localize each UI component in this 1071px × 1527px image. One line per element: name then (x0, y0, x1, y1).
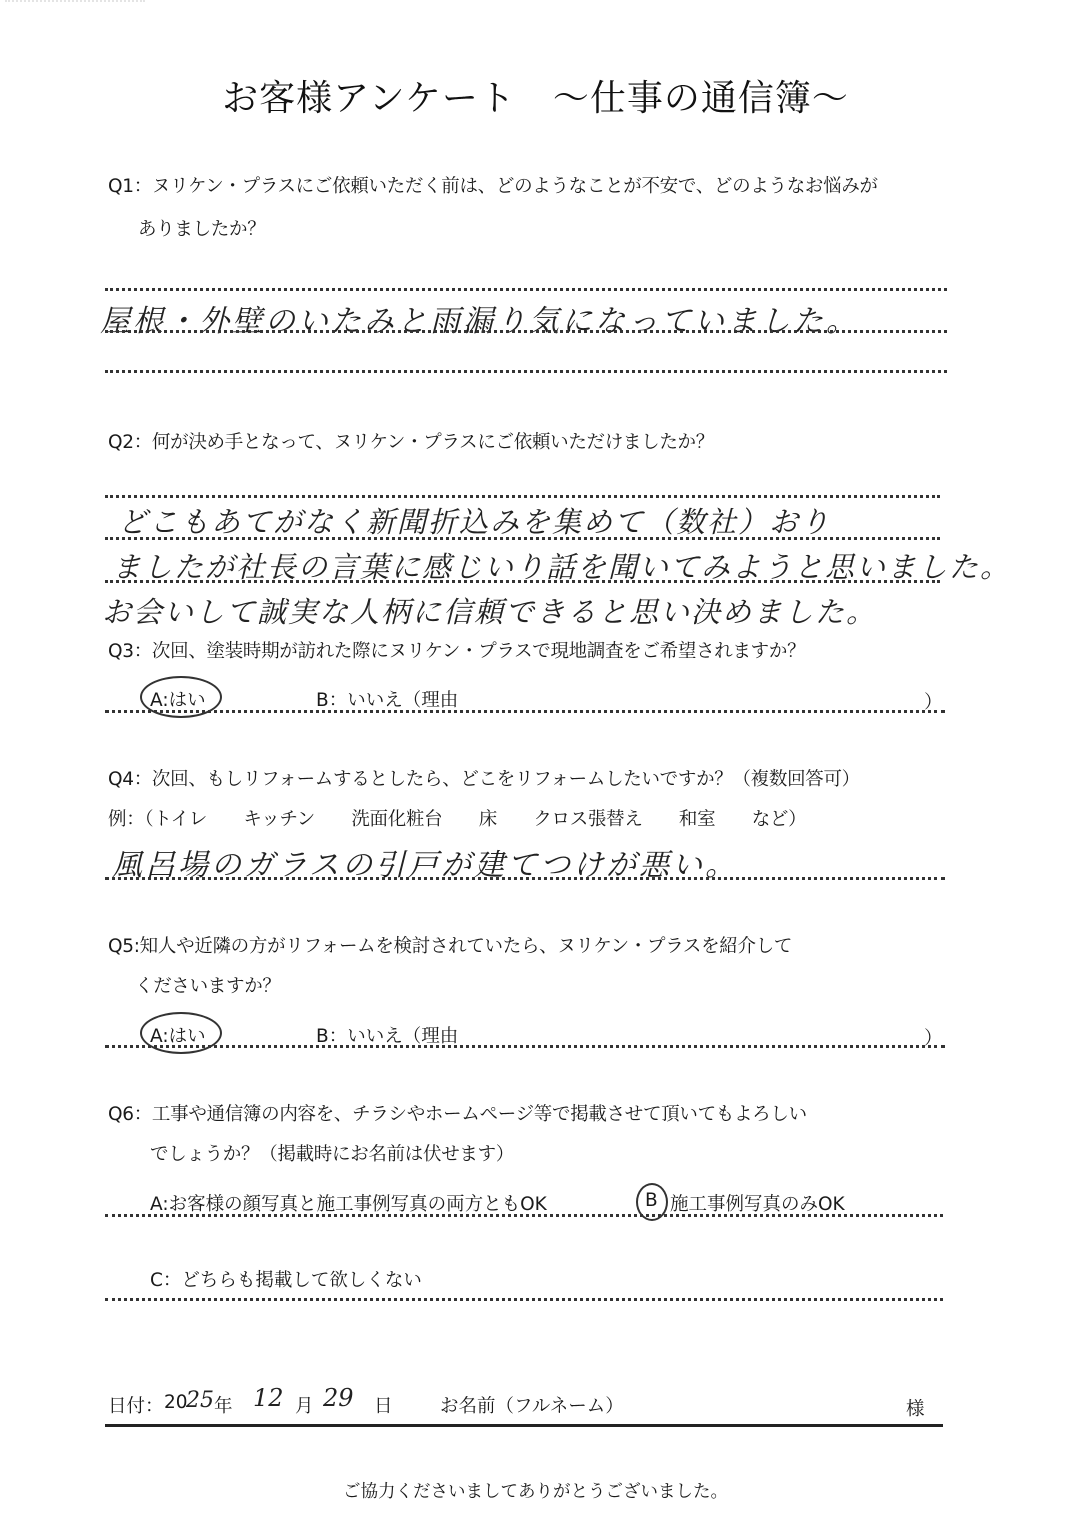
answer-line (105, 1045, 945, 1048)
q5-question-line1: Q5:知人や近隣の方がリフォームを検討されていたら、ヌリケン・プラスを紹介して (108, 936, 793, 957)
year-prefix: 20 (164, 1392, 188, 1413)
q3-option-a[interactable]: A:はい (150, 690, 206, 711)
q2-answer-line3[interactable]: お会いして誠実な人柄に信頼できると思い決めました。 (102, 595, 878, 629)
answer-line (105, 1214, 943, 1217)
q3-close-paren: ） (924, 692, 943, 713)
answer-line (105, 495, 940, 498)
name-label: お名前（フルネーム） (440, 1396, 624, 1417)
q2-answer-line2[interactable]: ましたが社長の言葉に感じいり話を聞いてみようと思いました。 (112, 550, 1012, 584)
date-label: 日付： (108, 1396, 164, 1417)
month-suffix: 月 (295, 1396, 314, 1417)
q2-question: Q2：何が決め手となって、ヌリケン・プラスにご依頼いただけましたか？ (108, 432, 714, 453)
q6-question-line1: Q6：工事や通信簿の内容を、チラシやホームページ等で掲載させて頂いてもよろしい (108, 1104, 807, 1125)
q4-answer[interactable]: 風呂場のガラスの引戸が建てつけが悪い。 (112, 848, 739, 883)
honorific: 様 (906, 1399, 925, 1420)
answer-line (105, 288, 947, 291)
q5-question-line2: くださいますか？ (135, 976, 281, 997)
q3-question: Q3：次回、塗装時期が訪れた際にヌリケン・プラスで現地調査をご希望されますか？ (108, 641, 806, 662)
q1-answer[interactable]: 屋根・外壁のいたみと雨漏り気になっていました。 (100, 304, 859, 339)
answer-line (105, 330, 947, 333)
q5-option-b[interactable]: B：いいえ（理由 (316, 1026, 459, 1047)
q6-option-b[interactable]: 施工事例写真のみOK (670, 1194, 845, 1215)
q6-option-c[interactable]: C：どちらも掲載して欲しくない (150, 1270, 422, 1291)
q6-option-a[interactable]: A:お客様の顔写真と施工事例写真の両方ともOK (150, 1194, 547, 1215)
day-suffix: 日 (374, 1396, 393, 1417)
q1-question-line1: Q1：ヌリケン・プラスにご依頼いただく前は、どのようなことが不安で、どのようなお悩みが (108, 176, 878, 197)
q5-option-a[interactable]: A:はい (150, 1026, 206, 1047)
q1-question-line2: ありましたか？ (138, 219, 266, 240)
q6-option-b-letter[interactable]: B (645, 1190, 658, 1211)
page-title: お客様アンケート ～仕事の通信簿～ (222, 78, 849, 119)
signature-line (105, 1424, 943, 1427)
answer-line (105, 877, 945, 880)
year-suffix: 年 (214, 1396, 233, 1417)
year-handwritten[interactable]: 25 (186, 1388, 214, 1413)
day-handwritten[interactable]: 29 (323, 1384, 354, 1412)
answer-line (105, 370, 947, 373)
answer-line (105, 710, 945, 713)
q2-answer-line1[interactable]: どこもあてがなく新聞折込みを集めて（数社）おり (118, 505, 832, 539)
answer-line (105, 580, 940, 583)
month-handwritten[interactable]: 12 (253, 1384, 284, 1412)
q4-question: Q4：次回、もしリフォームするとしたら、どこをリフォームしたいですか？（複数回答可） (108, 769, 860, 790)
scan-artifact (5, 0, 145, 8)
q6-question-line2: でしょうか？（掲載時にお名前は伏せます） (150, 1144, 515, 1165)
q4-examples: 例：（トイレ キッチン 洗面化粧台 床 クロス張替え 和室 など） (108, 809, 807, 830)
answer-line (105, 537, 940, 540)
answer-line (105, 1298, 943, 1301)
q5-close-paren: ） (924, 1028, 943, 1049)
thank-you-message: ご協力くださいましてありがとうございました。 (343, 1482, 728, 1502)
q3-option-b[interactable]: B：いいえ（理由 (316, 690, 459, 711)
